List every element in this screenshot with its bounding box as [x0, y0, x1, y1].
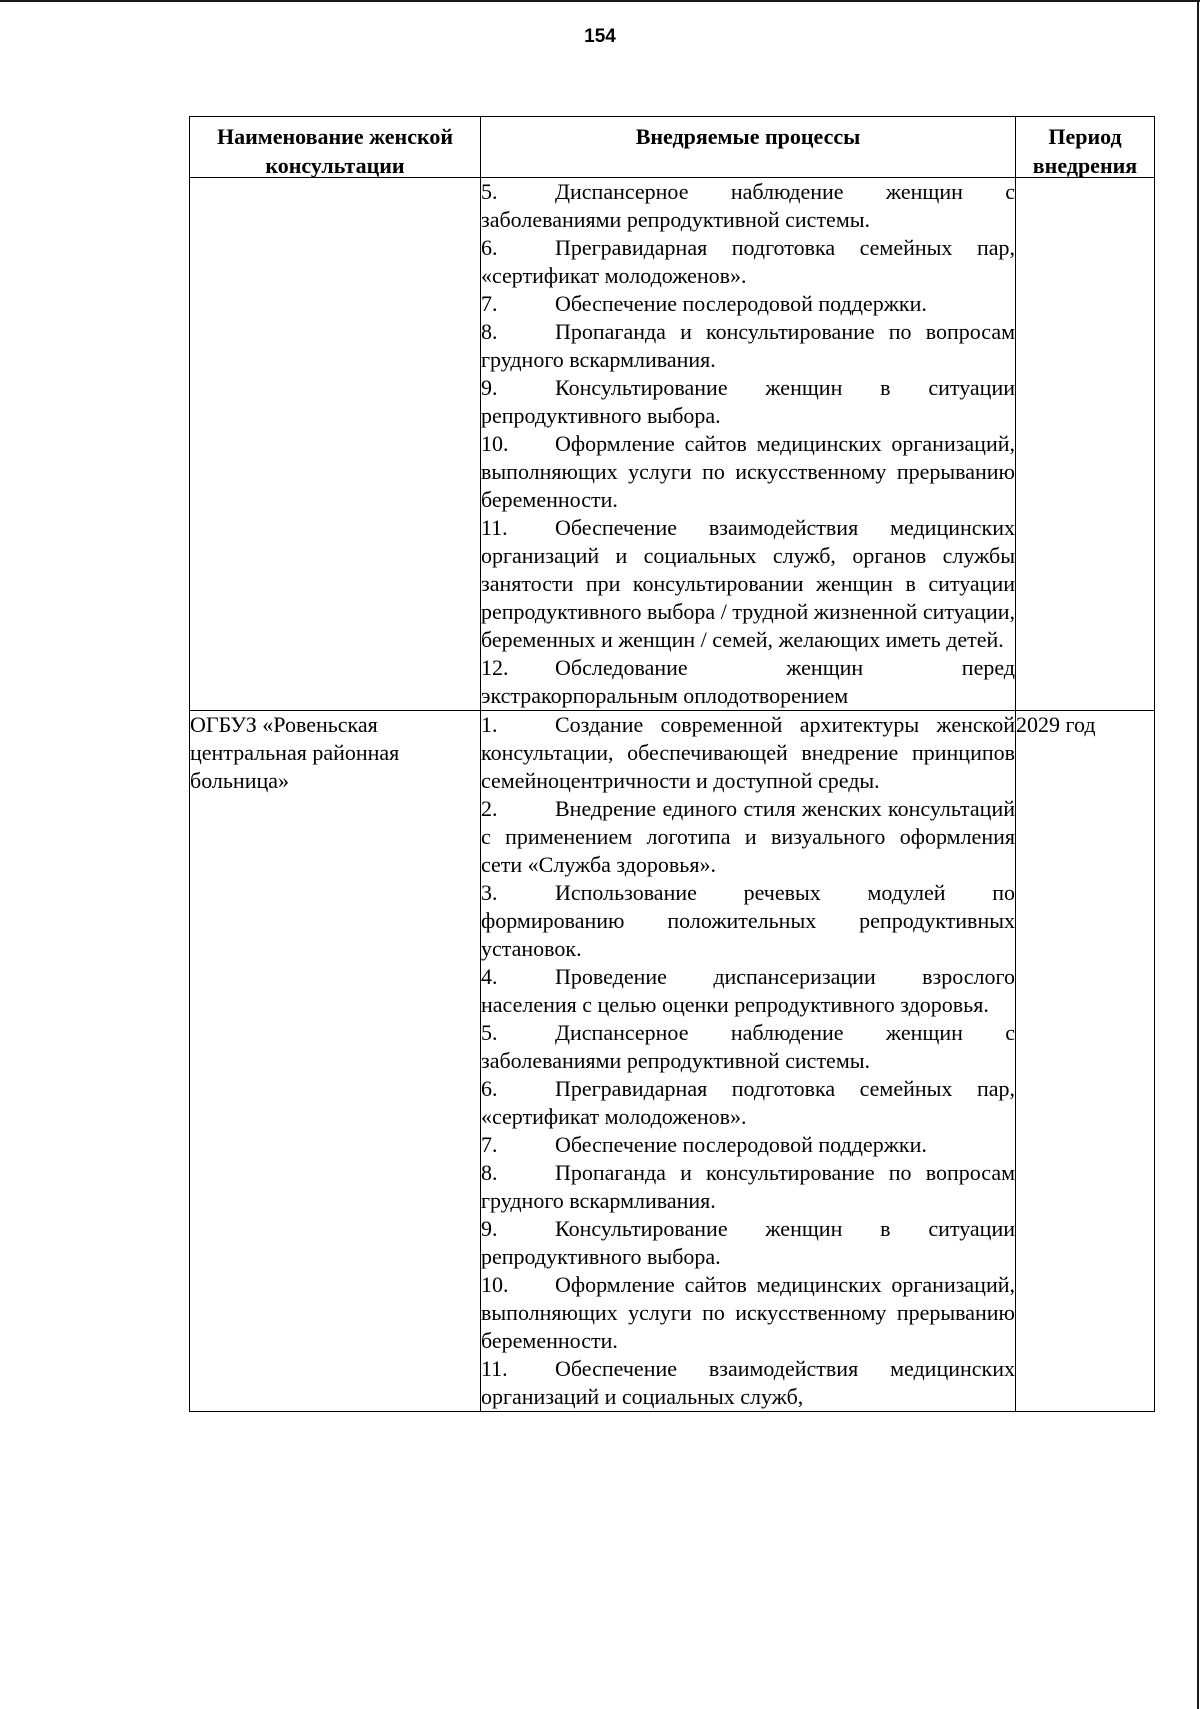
period-cell: 2029 год [1016, 711, 1155, 1412]
process-item [481, 374, 1015, 430]
table-row [190, 178, 1155, 711]
process-item-text: Прегравидарная подготовка семейных пар, «сертификат молодоженов». [481, 1076, 1015, 1129]
process-item-text: Обеспечение взаимодействия медицинских организаций и социальных служб, [481, 1356, 1015, 1409]
processes-cell [481, 178, 1016, 711]
process-item-text: Прегравидарная подготовка семейных пар, «сертификат молодоженов». [481, 235, 1015, 288]
header-processes-label: Внедряемые процессы [635, 124, 861, 149]
process-item-text: Использование речевых модулей по формированию положительных репродуктивных установок. [481, 880, 1015, 961]
process-item-text: Проведение диспансеризации взрослого населения с целью оценки репродуктивного здоровья. [481, 964, 1015, 1017]
process-item [481, 1355, 1015, 1411]
org-name-cell [190, 178, 481, 711]
process-item [481, 963, 1015, 1019]
table-row [190, 711, 1155, 1412]
header-org-line-1: Наименование женской [216, 124, 454, 149]
process-item-number: 12. [481, 655, 509, 680]
process-item-text: Оформление сайтов медицинских организаций, выполняющих услуги по искусственному прерыванию беременности. [481, 431, 1015, 512]
process-item-text: Диспансерное наблюдение женщин с заболеваниями репродуктивной системы. [481, 1020, 1015, 1073]
process-item-text: Внедрение единого стиля женских консультаций с применением логотипа и визуального оформления сети «Служба здоровья». [481, 796, 1015, 877]
process-item-number: 4. [481, 964, 498, 989]
process-item-number: 6. [481, 235, 498, 260]
process-item-number: 8. [481, 1160, 498, 1185]
process-item-number: 8. [481, 319, 498, 344]
page-border-top [0, 0, 1200, 2]
process-item [481, 879, 1015, 963]
process-item-text: Обеспечение послеродовой поддержки. [555, 1132, 927, 1157]
process-item-number: 11. [481, 515, 508, 540]
process-item-number: 2. [481, 796, 498, 821]
process-item-text: Обследование женщин перед экстракорпоральным оплодотворением [481, 655, 1015, 708]
header-period [1016, 117, 1155, 178]
process-item-number: 7. [481, 291, 498, 316]
process-item-number: 6. [481, 1076, 498, 1101]
process-item [481, 1019, 1015, 1075]
processes-table [189, 116, 1155, 1412]
process-item [481, 234, 1015, 290]
process-item-text: Пропаганда и консультирование по вопросам грудного вскармливания. [481, 1160, 1015, 1213]
process-item [481, 1131, 1015, 1159]
process-item-number: 10. [481, 431, 509, 456]
process-item-text: Консультирование женщин в ситуации репродуктивного выбора. [481, 1216, 1015, 1269]
header-org [190, 117, 481, 178]
header-period-line-1: Период [1048, 124, 1122, 149]
process-item-text: Обеспечение послеродовой поддержки. [555, 291, 927, 316]
header-org-line-2: консультации [265, 153, 405, 178]
process-item-text: Оформление сайтов медицинских организаций, выполняющих услуги по искусственному прерыванию беременности. [481, 1272, 1015, 1353]
process-item-text: Консультирование женщин в ситуации репродуктивного выбора. [481, 375, 1015, 428]
process-item-number: 7. [481, 1132, 498, 1157]
process-item-number: 11. [481, 1356, 508, 1381]
period-cell [1016, 178, 1155, 711]
process-item [481, 178, 1015, 234]
processes-cell [481, 711, 1016, 1412]
page-border-right [1197, 0, 1199, 1709]
header-period-line-2: внедрения [1032, 153, 1138, 178]
process-item [481, 430, 1015, 514]
process-item [481, 1215, 1015, 1271]
process-item-number: 1. [481, 712, 498, 737]
process-item-number: 9. [481, 375, 498, 400]
org-name-cell: ОГБУЗ «Ровеньская центральная районная больница» [190, 711, 481, 1412]
header-processes [481, 117, 1016, 178]
process-item-text: Обеспечение взаимодействия медицинских организаций и социальных служб, органов службы занятости при консультировании женщин в ситуации репродуктивного выбора / трудной жизненной ситуации, беременных и женщин / семей, желающих иметь детей. [481, 515, 1015, 652]
process-item-number: 9. [481, 1216, 498, 1241]
process-item [481, 654, 1015, 710]
process-item [481, 1075, 1015, 1131]
process-item [481, 795, 1015, 879]
process-item-number: 5. [481, 179, 498, 204]
process-item-number: 5. [481, 1020, 498, 1045]
process-item [481, 1271, 1015, 1355]
process-item [481, 318, 1015, 374]
table-header-row [190, 117, 1155, 178]
process-item [481, 711, 1015, 795]
process-item [481, 290, 1015, 318]
table-body [190, 178, 1155, 1412]
page-number: 154 [584, 26, 616, 47]
process-item-text: Пропаганда и консультирование по вопросам грудного вскармливания. [481, 319, 1015, 372]
process-item-text: Создание современной архитектуры женской консультации, обеспечивающей внедрение принципов семейноцентричности и доступной среды. [481, 712, 1015, 793]
process-item [481, 1159, 1015, 1215]
process-item-text: Диспансерное наблюдение женщин с заболеваниями репродуктивной системы. [481, 179, 1015, 232]
process-item-number: 10. [481, 1272, 509, 1297]
process-item [481, 514, 1015, 654]
process-item-number: 3. [481, 880, 498, 905]
